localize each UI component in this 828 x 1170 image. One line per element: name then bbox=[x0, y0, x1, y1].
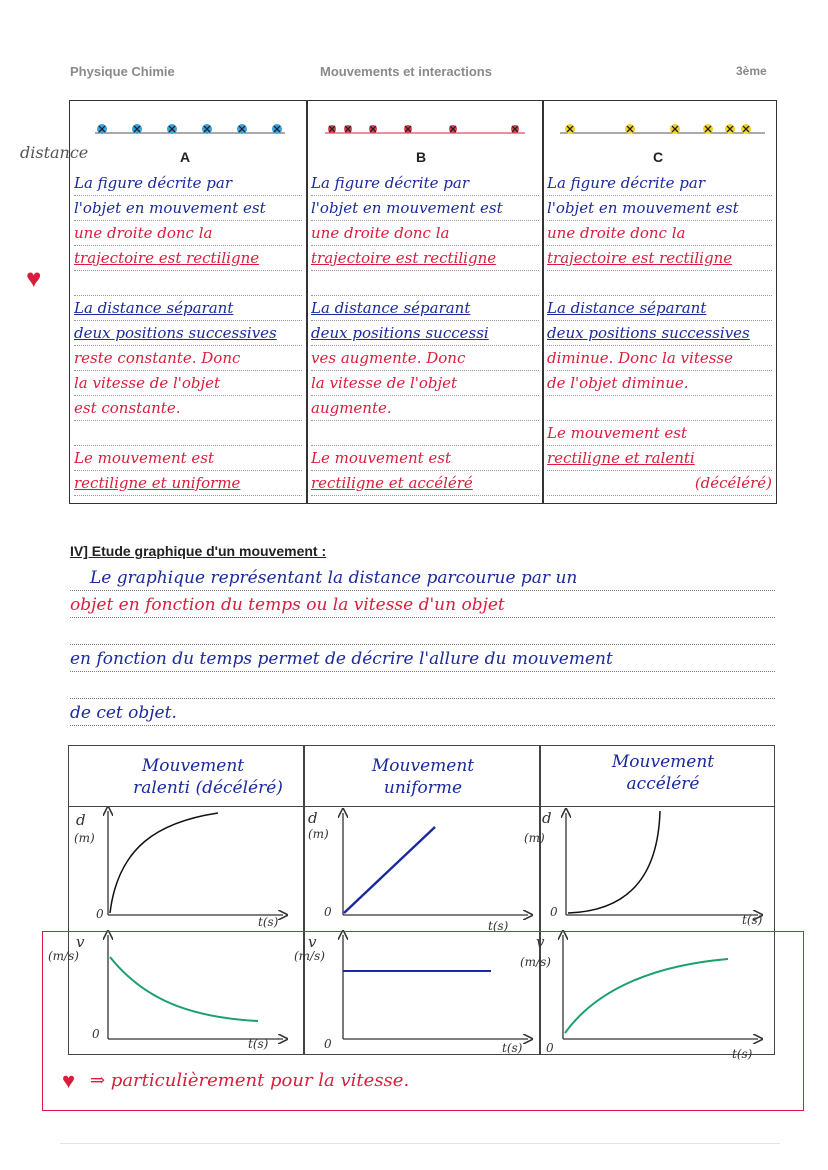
axis-time: t(s) bbox=[488, 919, 509, 933]
column-line: deux positions successives bbox=[547, 321, 772, 346]
section-title: IV] Etude graphique d'un mouvement : bbox=[70, 543, 327, 559]
section-line: Le graphique représentant la distance parcourue par un bbox=[90, 568, 578, 588]
position-diagrams bbox=[70, 111, 776, 151]
column-c-letter: C bbox=[653, 149, 664, 165]
column-line: une droite donc la bbox=[74, 221, 302, 246]
page-divider bbox=[60, 1143, 780, 1144]
column-line bbox=[74, 271, 302, 296]
axis-origin: 0 bbox=[550, 905, 558, 919]
diagram-b-positions bbox=[325, 125, 525, 133]
column-line bbox=[547, 271, 772, 296]
graph-title-slowing bbox=[88, 755, 298, 799]
column-line: de l'objet diminue. bbox=[547, 371, 772, 396]
axis-origin: 0 bbox=[546, 1041, 554, 1055]
column-line: reste constante. Donc bbox=[74, 346, 302, 371]
axis-origin: 0 bbox=[324, 1037, 332, 1051]
column-line: augmente. bbox=[311, 396, 539, 421]
column-line: la vitesse de l'objet bbox=[311, 371, 539, 396]
distance-graph-accelerated bbox=[566, 811, 758, 915]
column-line bbox=[547, 396, 772, 421]
column-line: trajectoire est rectiligne bbox=[74, 246, 302, 271]
header-chapter: Mouvements et interactions bbox=[320, 64, 492, 79]
section-text bbox=[70, 566, 775, 726]
axis-unit-m: (m) bbox=[524, 831, 545, 845]
column-line: la vitesse de l'objet bbox=[74, 371, 302, 396]
graph-title-uniform bbox=[318, 755, 528, 799]
axis-origin: 0 bbox=[324, 905, 332, 919]
axis-unit-ms: (m/s) bbox=[294, 949, 325, 963]
column-line: La distance séparant bbox=[74, 296, 302, 321]
column-c-text bbox=[543, 171, 776, 496]
section-line: de cet objet. bbox=[70, 703, 177, 723]
axis-unit-m: (m) bbox=[308, 827, 329, 841]
graph-title-accelerated bbox=[558, 751, 768, 795]
distance-graph-uniform bbox=[343, 813, 528, 915]
column-line: rectiligne et ralenti bbox=[547, 446, 772, 471]
header-subject: Physique Chimie bbox=[70, 64, 175, 79]
column-line: deux positions successives bbox=[74, 321, 302, 346]
axis-time: t(s) bbox=[248, 1037, 269, 1051]
column-line: une droite donc la bbox=[547, 221, 772, 246]
axis-origin: 0 bbox=[96, 907, 104, 921]
column-line: La figure décrite par bbox=[547, 171, 772, 196]
column-line: diminue. Donc la vitesse bbox=[547, 346, 772, 371]
graph-title-line: uniforme bbox=[383, 778, 463, 798]
heart-icon: ♥ bbox=[26, 263, 42, 293]
column-line: ves augmente. Donc bbox=[311, 346, 539, 371]
axis-unit-m: (m) bbox=[74, 831, 95, 845]
margin-note: distance bbox=[20, 143, 89, 162]
column-line: La distance séparant bbox=[547, 296, 772, 321]
column-a-text bbox=[70, 171, 306, 496]
axis-time: t(s) bbox=[258, 915, 279, 929]
column-line bbox=[74, 421, 302, 446]
graph-title-line: accéléré bbox=[626, 774, 700, 794]
column-line: l'objet en mouvement est bbox=[547, 196, 772, 221]
axis-time: t(s) bbox=[742, 913, 763, 927]
footnote: ⇒ particulièrement pour la vitesse. bbox=[90, 1070, 410, 1091]
trajectory-table bbox=[69, 100, 777, 504]
axis-label-v: v bbox=[536, 933, 545, 951]
column-line: l'objet en mouvement est bbox=[74, 196, 302, 221]
distance-graph-slowing bbox=[108, 811, 283, 915]
column-line: La figure décrite par bbox=[311, 171, 539, 196]
axis-label-v: v bbox=[308, 933, 317, 951]
heart-icon: ♥ bbox=[62, 1068, 76, 1093]
section-line: en fonction du temps permet de décrire l'allure du mouvement bbox=[70, 649, 613, 669]
axis-origin: 0 bbox=[92, 1027, 100, 1041]
axis-label-d: d bbox=[76, 811, 86, 829]
column-b-text bbox=[307, 171, 543, 496]
diagram-c-positions bbox=[560, 124, 765, 134]
column-line: l'objet en mouvement est bbox=[311, 196, 539, 221]
axis-unit-ms: (m/s) bbox=[520, 955, 551, 969]
column-line: Le mouvement est bbox=[547, 421, 772, 446]
axis-label-d: d bbox=[542, 809, 552, 827]
graph-title-line: Mouvement bbox=[371, 756, 475, 776]
column-line: La figure décrite par bbox=[74, 171, 302, 196]
graph-title-line: ralenti (décéléré) bbox=[133, 778, 283, 798]
axis-unit-ms: (m/s) bbox=[48, 949, 79, 963]
header-level: 3ème bbox=[736, 64, 767, 78]
axis-label-d: d bbox=[308, 809, 318, 827]
column-line: rectiligne et uniforme bbox=[74, 471, 302, 496]
axis-label-v: v bbox=[76, 933, 85, 951]
column-line: La distance séparant bbox=[311, 296, 539, 321]
section-line: objet en fonction du temps ou la vitesse d'un objet bbox=[70, 595, 505, 615]
axis-time: t(s) bbox=[732, 1047, 753, 1061]
column-line: est constante. bbox=[74, 396, 302, 421]
column-a-letter: A bbox=[180, 149, 191, 165]
column-line bbox=[311, 271, 539, 296]
graph-title-line: Mouvement bbox=[611, 752, 715, 772]
column-line: deux positions successi bbox=[311, 321, 539, 346]
column-line bbox=[311, 421, 539, 446]
column-b-letter: B bbox=[416, 149, 427, 165]
column-line: trajectoire est rectiligne bbox=[311, 246, 539, 271]
column-line: (décéléré) bbox=[547, 471, 772, 496]
column-line: Le mouvement est bbox=[74, 446, 302, 471]
column-line: Le mouvement est bbox=[311, 446, 539, 471]
column-line: rectiligne et accéléré bbox=[311, 471, 539, 496]
column-line: une droite donc la bbox=[311, 221, 539, 246]
diagram-a-positions bbox=[95, 124, 285, 134]
graph-title-line: Mouvement bbox=[141, 756, 245, 776]
axis-time: t(s) bbox=[502, 1041, 523, 1055]
column-line: trajectoire est rectiligne bbox=[547, 246, 772, 271]
